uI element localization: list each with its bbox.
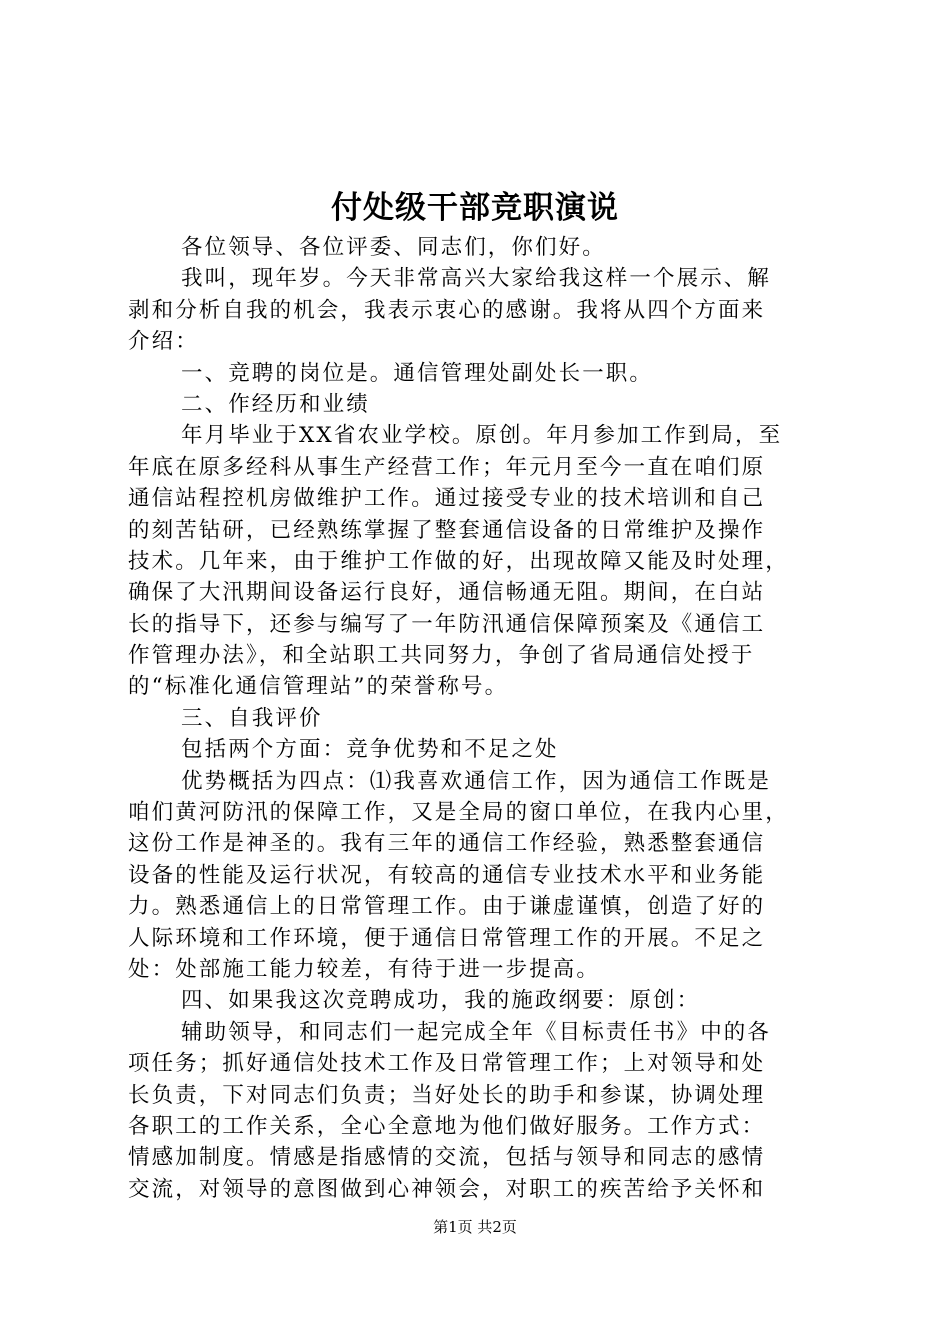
body-line: 作管理办法》，和全站职工共同努力，争创了省局通信处授于: [128, 643, 755, 669]
body-line: 项任务；抓好通信处技术工作及日常管理工作；上对领导和处: [128, 1051, 766, 1077]
body-line: 的“标准化通信管理站”的荣誉称号。: [128, 674, 509, 700]
body-line: 四、如果我这次竞聘成功，我的施政纲要：原创：: [181, 988, 701, 1014]
body-line: 力。熟悉通信上的日常管理工作。由于谦虚谨慎，创造了好的: [128, 894, 766, 920]
body-line: 交流，对领导的意图做到心神领会，对职工的疾苦给予关怀和: [128, 1176, 766, 1202]
document-title: 付处级干部竞职演说: [331, 190, 619, 226]
body-line: 三、自我评价: [181, 705, 323, 731]
body-line: 各职工的工作关系，全心全意地为他们做好服务。工作方式：: [128, 1113, 766, 1139]
body-line: 确保了大汛期间设备运行良好，通信畅通无阻。期间，在白站: [128, 580, 766, 606]
body-line: 设备的性能及运行状况，有较高的通信专业技术水平和业务能: [128, 862, 766, 888]
body-line: 技术。几年来，由于维护工作做的好，出现故障又能及时处理，: [128, 548, 789, 574]
body-line: 的刻苦钻研，已经熟练掌握了整套通信设备的日常维护及操作: [128, 517, 766, 543]
body-line: 处：处部施工能力较差，有待于进一步提高。: [128, 956, 601, 982]
body-line: 咱们黄河防汛的保障工作，又是全局的窗口单位，在我内心里，: [128, 800, 789, 826]
body-line: 包括两个方面：竞争优势和不足之处: [181, 737, 559, 763]
body-line: 介绍：: [128, 329, 199, 355]
body-line: 通信站程控机房做维护工作。通过接受专业的技术培训和自己: [128, 486, 766, 512]
body-line: 我叫，现年岁。今天非常高兴大家给我这样一个展示、解: [181, 266, 772, 292]
body-line: 这份工作是神圣的。我有三年的通信工作经验，熟悉整套通信: [128, 831, 766, 857]
body-line: 各位领导、各位评委、同志们，你们好。: [181, 235, 606, 260]
body-line: 情感加制度。情感是指感情的交流，包括与领导和同志的感情: [128, 1145, 766, 1171]
document-body: [128, 232, 834, 1205]
body-line: 人际环境和工作环境，便于通信日常管理工作的开展。不足之: [128, 925, 766, 951]
body-line: 二、作经历和业绩: [181, 391, 370, 417]
body-line: 长的指导下，还参与编写了一年防汛通信保障预案及《通信工: [128, 611, 766, 637]
body-line: 剥和分析自我的机会，我表示衷心的感谢。我将从四个方面来: [128, 297, 766, 323]
body-line: 优势概括为四点：⑴我喜欢通信工作，因为通信工作既是: [181, 768, 772, 794]
body-line: 一、竞聘的岗位是。通信管理处副处长一职。: [181, 360, 654, 386]
body-line: 年底在原多经科从事生产经营工作；年元月至今一直在咱们原: [128, 454, 766, 480]
body-line: 年月毕业于XX省农业学校。原创。年月参加工作到局，至: [181, 423, 783, 449]
page-footer: 第1页 共2页: [433, 1218, 517, 1236]
body-line: 长负责，下对同志们负责；当好处长的助手和参谋，协调处理: [128, 1082, 766, 1108]
body-line: 辅助领导，和同志们一起完成全年《目标责任书》中的各: [181, 1019, 772, 1045]
